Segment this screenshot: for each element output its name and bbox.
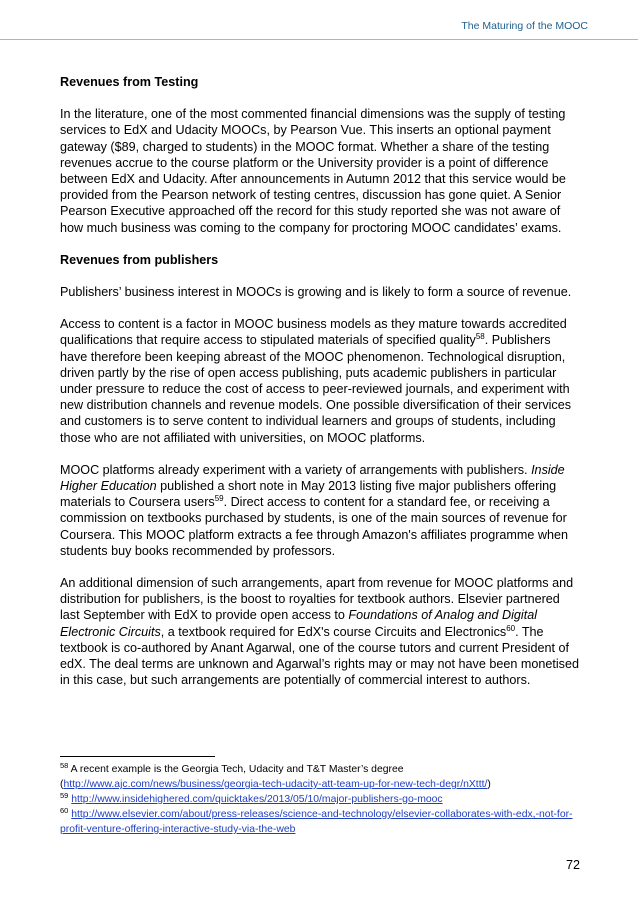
paragraph-text: , a textbook required for EdX's course Circuits and Electronics bbox=[160, 624, 507, 639]
page-number: 72 bbox=[565, 858, 580, 872]
footnote-58 bbox=[60, 762, 590, 792]
paragraph-text: . Publishers have therefore been keeping abreast of the MOOC phenomenon. Technological disruption, driven partly by the rise of open access publishing, puts academic publishers in particular under pressure to reduce the cost of access to peer-reviewed journals, and experiment with new distribution channels and revenue models. One possible diversification of their services and customers is to serve content to individual learners and groups of students, including those who are not affiliated with universities, on MOOC platforms. bbox=[60, 333, 572, 445]
paragraph-royalties bbox=[60, 575, 580, 688]
footnote-link[interactable]: http://www.elsevier.com/about/press-releases/science-and-technology/elsevier-collaborates-with-edx,-not-for-profit-venture-offering-interactive-study-via-the-web bbox=[60, 809, 573, 835]
section-heading-publishers: Revenues from publishers bbox=[60, 252, 219, 267]
footnote-number: 60 bbox=[60, 806, 69, 815]
footnote-59 bbox=[60, 792, 590, 807]
footnotes bbox=[60, 756, 590, 837]
footnote-paren: ( bbox=[60, 779, 64, 790]
footnote-number: 58 bbox=[60, 761, 69, 770]
paragraph-text: . The textbook is co-authored by Anant Agarwal, one of the course tutors and current President of edX. The deal terms are unknown and Agarwal’s rights may or may not have been monetised in this case, but such arrangements are potentially of commercial interest to authors. bbox=[60, 624, 579, 688]
footnote-paren: ) bbox=[487, 779, 491, 790]
footnote-ref-60[interactable]: 60 bbox=[506, 623, 516, 633]
footnote-divider bbox=[60, 756, 215, 757]
paragraph-publishers-interest: Publishers’ business interest in MOOCs is growing and is likely to form a source of revenue. bbox=[60, 285, 572, 300]
paragraph-text: Access to content is a factor in MOOC business models as they mature towards accredited qualifications that require access to stipulated materials of specified quality bbox=[60, 317, 567, 348]
footnote-number: 59 bbox=[60, 791, 69, 800]
publication-title: Inside Higher Education bbox=[60, 462, 565, 494]
paragraph-access-to-content bbox=[60, 316, 580, 446]
header-divider bbox=[0, 39, 638, 40]
footnote-link[interactable]: http://www.ajc.com/news/business/georgia-tech-udacity-att-team-up-for-new-tech-degr/nXttt/ bbox=[63, 779, 488, 790]
paragraph-text: published a short note in May 2013 listing five major publishers offering materials to Coursera users bbox=[60, 479, 557, 510]
book-title: Foundations of Analog and Digital Electronic Circuits bbox=[60, 608, 537, 639]
footnote-ref-59[interactable]: 59 bbox=[214, 494, 224, 504]
running-header: The Maturing of the MOOC bbox=[461, 20, 588, 32]
paragraph-text: An additional dimension of such arrangements, apart from revenue for MOOC platforms and distribution for publishers, is the boost to royalties for textbook authors. Elsevier partnered last September with EdX to provide open access to bbox=[60, 576, 574, 623]
paragraph-testing: In the literature, one of the most commented financial dimensions was the supply of testing services to EdX and Udacity MOOCs, by Pearson Vue. This inserts an optional payment gateway ($89, charged to students) in the MOOC format. Whether a share of the testing revenues accrue to the course platform or the University provider is a point of difference between EdX and Udacity. After announcements in Autumn 2012 that this service would be provided from the Pearson network of testing centres, discussion has gone quiet. A Senior Pearson Executive approached off the record for this study reported she was not aware of how much business was coming to the company for proctoring MOOC candidates’ exams. bbox=[60, 107, 566, 235]
page-body bbox=[60, 74, 580, 689]
footnote-ref-58[interactable]: 58 bbox=[475, 332, 485, 342]
paragraph-platform-arrangements bbox=[60, 462, 580, 559]
paragraph-text: MOOC platforms already experiment with a variety of arrangements with publishers. bbox=[60, 462, 532, 477]
footnote-text: A recent example is the Georgia Tech, Udacity and T&T Master’s degree bbox=[68, 764, 404, 775]
footnote-link[interactable]: http://www.insidehighered.com/quicktakes/2013/05/10/major-publishers-go-mooc bbox=[71, 794, 443, 805]
footnote-60 bbox=[60, 807, 590, 837]
paragraph-text: . Direct access to content for a standard fee, or receiving a commission on textbooks purchased by students, is one of the main sources of revenue for Coursera. This MOOC platform extracts a fee through Amazon's affiliates programme when students buy books recommended by professors. bbox=[60, 495, 569, 558]
section-heading-testing: Revenues from Testing bbox=[60, 75, 199, 89]
